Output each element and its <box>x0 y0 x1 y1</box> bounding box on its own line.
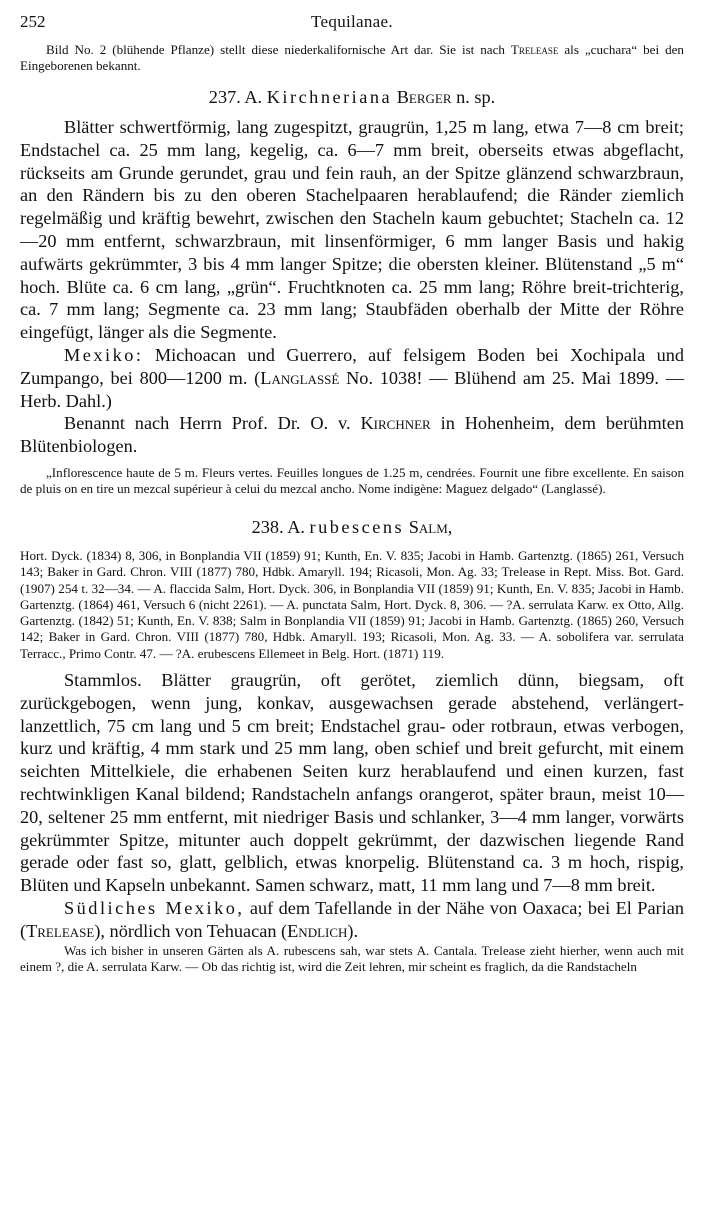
species-237-collector: Langlassé <box>260 367 340 388</box>
species-237-locality <box>20 344 684 412</box>
species-237-suffix: n. sp. <box>456 87 496 107</box>
species-238-region: Südliches Mexiko, <box>64 898 245 918</box>
species-238-citations: Hort. Dyck. (1834) 8, 306, in Bonplandia VII (1859) 91; Kunth, En. V. 835; Jacobi in Hamb. Gartenztg. (1865) 261, Versuch 143; Baker in Gard. Chron. VIII (1877) 780, Hdbk. Amaryll. 194; Ricasoli, Mon. Ag. 33; Trelease in Rept. Miss. Bot. Gard. (1907) 254 t. 32—34. — A. flaccida Salm, Hort. Dyck. 306, in Bonplandia VII (1859) 91; Kunth, En. V. 835; Jacobi in Hamb. Gartenztg. (1864) 461, Versuch 6 (nicht 2261). — A. punctata Salm, Hort. Dyck. 8, 306. — ?A. serrulata Karw. ex Otto, Allg. Gartenztg. (1842) 51; Kunth, En. V. 838; Salm in Bonplandia VII (1859) 91; Jacobi in Hamb. Gartenztg. (1865) 260, Versuch 142; Baker in Gard. Chron. VIII (1877) 780, Hdbk. Amaryll. 193; Ricasoli, Mon. Ag. 33. — A. sobolifera var. serrulata Terracc., Primo Contr. 47. — ?A. erubescens Ellemeet in Belg. Hort. (1871) 119. <box>20 547 684 661</box>
species-238-collector-1: Trelease <box>26 920 95 941</box>
species-238-locality-text: auf dem Tafellande in der Nähe von Oaxaca; bei El Parian ( <box>20 898 684 941</box>
species-237-locality-text-2: No. 1038! — Blühend am 25. Mai 1899. — Herb. Dahl.) <box>20 367 684 411</box>
species-237-named-person: Kirchner <box>360 413 431 434</box>
page-number: 252 <box>20 12 46 31</box>
intro-text-2: als „cuchara“ bei den Eingeborenen bekannt. <box>20 42 684 73</box>
species-237-name: Kirchneriana <box>266 87 393 107</box>
species-238-heading <box>20 515 684 539</box>
species-237-locality-text: Michoacan und Guerrero, auf felsigem Boden bei Xochipala und Zumpango, bei 800—1200 m. ( <box>20 344 684 388</box>
species-238-number: 238. A. <box>251 516 305 537</box>
intro-paragraph <box>20 42 684 74</box>
species-237-description: Blätter schwertförmig, lang zugespitzt, graugrün, 1,25 m lang, etwa 7—8 cm breit; Endstachel ca. 25 mm lang, kegelig, ca. 6—7 mm breit, oberseits etwas abgeflacht, rückseits am Grunde gerundet, grau und fein rauh, an der Spitze glänzend schwarzbraun, an den Rändern bis zu den oberen Stachelpaaren herablaufend; die Ränder ziemlich regelmäßig und kräftig bewehrt, zwischen den Stacheln kaum gebuchtet; Stacheln ca. 12—20 mm entfernt, schwarzbraun, mit linsenförmiger, 6 mm langer Basis und hakig aufwärts gekrümmter, 3 bis 4 mm langer Spitze; die obersten kleiner. Blütenstand „5 m“ hoch. Blüte ca. 6 cm lang, „grün“. Fruchtknoten ca. 25 mm lang; Röhre breit-trichterig, ca. 7 mm lang; Segmente ca. 23 mm lang; Staubfäden oberhalb der Mitte der Röhre eingefügt, länger als die Segmente. <box>20 117 684 343</box>
species-237-named <box>20 412 684 458</box>
species-237-named-text: Benannt nach Herrn Prof. Dr. O. v. <box>64 413 361 434</box>
species-237-named-text-2: in Hohenheim, dem berühmten Blütenbiologen. <box>20 413 685 457</box>
species-237-note: „Inflorescence haute de 5 m. Fleurs vertes. Feuilles longues de 1.25 m, cendrées. Fournit une fibre excellente. En saison de pluis on en tire un mezcal supérieur à celui du mezcal ancho. Nome indigène: Maguez delgado“ (Langlassé). <box>20 464 684 496</box>
species-237-number: 237. A. <box>208 87 263 107</box>
page-header <box>20 12 684 42</box>
species-237-country: Mexiko: <box>64 344 144 365</box>
species-238-locality <box>20 897 684 943</box>
species-238-collector-2: Endlich <box>287 920 348 941</box>
species-238-note: Was ich bisher in unseren Gärten als A. rubescens sah, war stets A. Cantala. Trelease zieht hierher, wenn auch mit einem ?, die A. serrulata Karw. — Ob das richtig ist, wird die Zeit lehren, mir scheint es fraglich, da die Randstacheln <box>20 942 684 974</box>
intro-author: Trelease <box>510 42 559 57</box>
species-238-locality-text-2: ), nördlich von Tehuacan ( <box>94 920 288 941</box>
species-237-author: Berger <box>396 87 452 107</box>
running-title: Tequilanae. <box>311 12 393 31</box>
species-238-author: Salm, <box>408 516 453 537</box>
species-238-description: Stammlos. Blätter graugrün, oft gerötet, ziemlich dünn, biegsam, oft zurückgebogen, wenn jung, konkav, ausgewachsen gerade abstehend, verlängert-lanzettlich, 75 cm lang und 5 cm breit; Endstachel grau- oder rotbraun, etwas verbogen, kurz und kräftig, 4 mm stark und 25 mm lang, oben schief und breit gefurcht, mit einem seichten Mittelkiele, die erhabenen Seiten kurz herablaufend und einen kurzen, fast rechtwinkligen Kanal bildend; Randstacheln anfangs orangerot, später braun, meist 10—20, seltener 25 mm entfernt, mit niedriger Basis und schlanker, 3—4 mm langer, vorwärts gekrümmter Spitze, mitunter auch doppelt gekrümmt, der dazwischen liegende Rand gerade oder fast so, glatt, gelblich, etwas knorpelig. Blütenstand ca. 3 m hoch, rispig, Blüten und Kapseln unbekannt. Samen schwarz, matt, 11 mm lang und 7—8 mm breit. <box>20 670 684 896</box>
species-238-locality-text-3: ). <box>347 920 359 941</box>
intro-text: Bild No. 2 (blühende Pflanze) stellt diese niederkalifornische Art dar. Sie ist nach <box>46 42 511 57</box>
species-238-name: rubescens <box>309 516 405 537</box>
page <box>20 12 684 975</box>
species-237-heading <box>20 85 684 109</box>
